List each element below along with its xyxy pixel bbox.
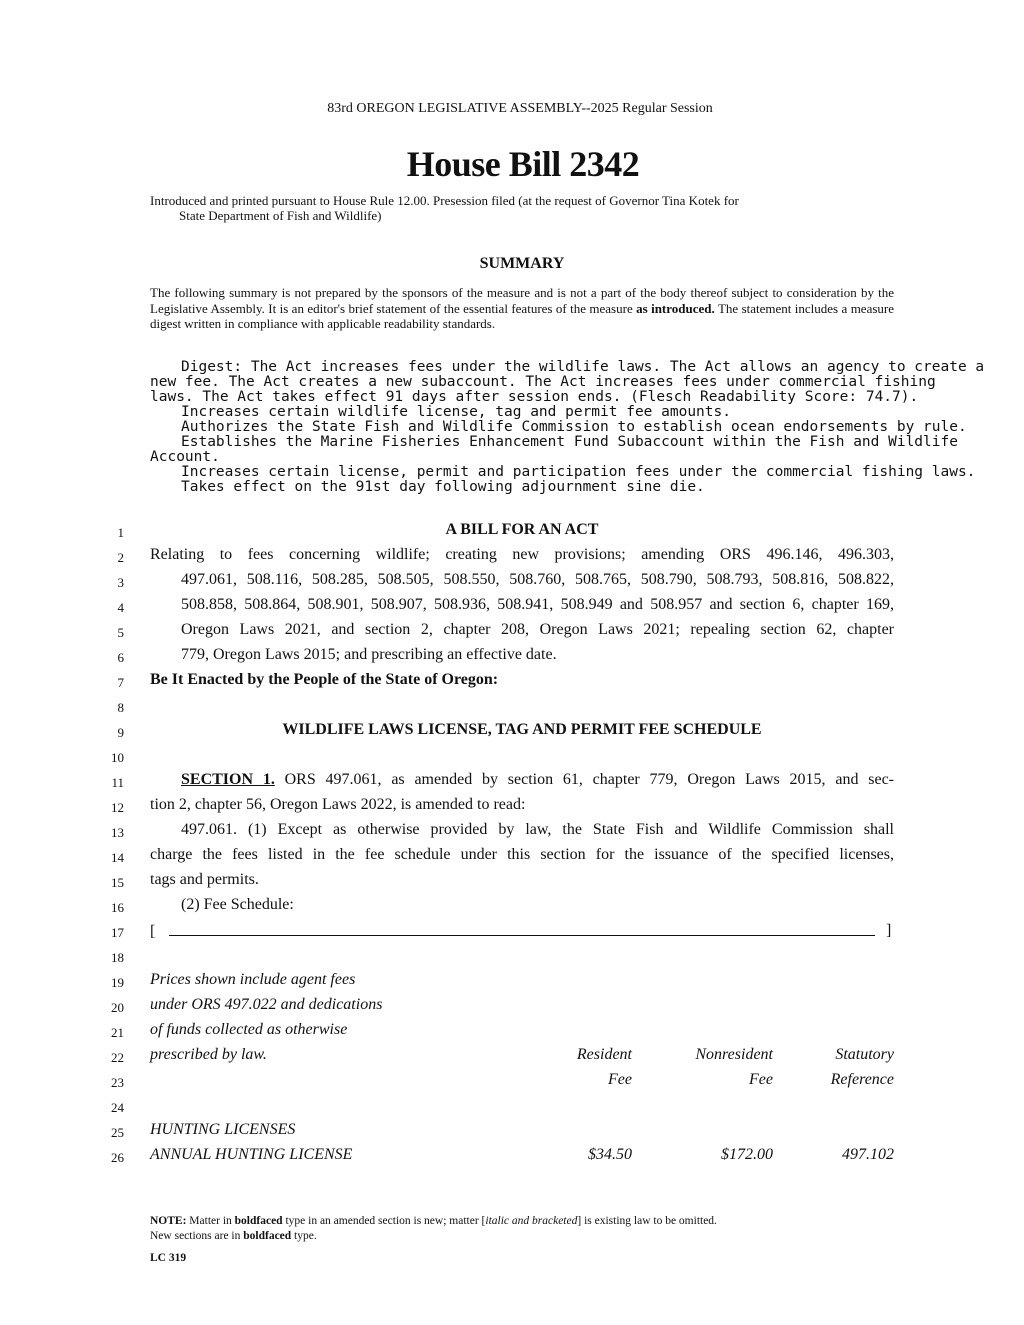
section-1-line-2: tion 2, chapter 56, Oregon Laws 2022, is amended to read: bbox=[150, 796, 526, 813]
table-note-line-3: of funds collected as otherwise bbox=[150, 1021, 348, 1038]
table-row-name: ANNUAL HUNTING LICENSE bbox=[150, 1146, 353, 1163]
line-number: 15 bbox=[111, 875, 124, 890]
line-number: 5 bbox=[117, 625, 124, 640]
line-number: 21 bbox=[111, 1025, 124, 1040]
line-number: 2 bbox=[117, 550, 124, 565]
digest-line: Authorizes the State Fish and Wildlife Commission to establish ocean endorsements by rule. bbox=[181, 419, 967, 435]
column-header-resident-fee: Fee bbox=[608, 1071, 632, 1088]
digest-line: Increases certain license, permit and participation fees under the commercial fishing laws. bbox=[181, 464, 976, 480]
measure-digest bbox=[150, 359, 985, 495]
intro-line-2: State Department of Fish and Wildlife) bbox=[179, 208, 382, 223]
column-header-nonresident: Nonresident bbox=[695, 1046, 773, 1063]
section-1-label: SECTION 1. bbox=[181, 771, 275, 788]
note-bold-1: boldfaced bbox=[234, 1215, 283, 1227]
digest-line: laws. The Act takes effect 91 days after session ends. (Flesch Readability Score: 74.7). bbox=[150, 389, 919, 405]
lc-number: LC 319 bbox=[150, 1252, 187, 1264]
bracket-open: [ bbox=[150, 923, 156, 940]
footer-note bbox=[150, 1214, 894, 1243]
line-number: 17 bbox=[111, 925, 124, 940]
ors-497-061-line-3: tags and permits. bbox=[150, 871, 259, 888]
line-number: 3 bbox=[117, 575, 124, 590]
note-label: NOTE: bbox=[150, 1215, 187, 1227]
intro-line-1: Introduced and printed pursuant to House Rule 12.00. Presession filed (at the request of Governor Tina Kotek for bbox=[150, 193, 739, 208]
digest-line: Takes effect on the 91st day following adjournment sine die. bbox=[181, 479, 705, 495]
column-header-reference: Reference bbox=[830, 1071, 894, 1088]
omitted-text-rule bbox=[169, 922, 875, 936]
line-number: 20 bbox=[111, 1000, 124, 1015]
column-header-resident: Resident bbox=[576, 1046, 632, 1063]
hunting-licenses-heading: HUNTING LICENSES bbox=[150, 1121, 296, 1138]
line-number: 7 bbox=[117, 675, 124, 690]
relating-clause-line-4: Oregon Laws 2021, and section 2, chapter 208, Oregon Laws 2021; repealing section 62, chapter bbox=[181, 621, 894, 638]
table-row-resident-fee: $34.50 bbox=[588, 1146, 632, 1163]
summary-text-part-2: The statement includes a measure digest written in compliance with applicable readability standards. bbox=[150, 300, 895, 331]
relating-clause-line-2: 497.061, 508.116, 508.285, 508.505, 508.550, 508.760, 508.765, 508.790, 508.793, 508.816, 508.822, bbox=[181, 571, 894, 588]
column-header-statutory: Statutory bbox=[835, 1046, 894, 1063]
section-1-text: ORS 497.061, as amended by section 61, chapter 779, Oregon Laws 2015, and sec- bbox=[274, 771, 894, 788]
line-number: 11 bbox=[111, 775, 124, 790]
line-number: 19 bbox=[111, 975, 124, 990]
summary-heading: SUMMARY bbox=[479, 255, 565, 272]
line-number: 1 bbox=[117, 525, 124, 540]
intro-statement bbox=[150, 193, 894, 223]
relating-clause-line-5: 779, Oregon Laws 2015; and prescribing an effective date. bbox=[181, 646, 557, 663]
line-number: 22 bbox=[111, 1050, 124, 1065]
line-number: 24 bbox=[111, 1100, 124, 1115]
line-number: 12 bbox=[111, 800, 124, 815]
act-heading: A BILL FOR AN ACT bbox=[445, 521, 599, 538]
digest-line: new fee. The Act creates a new subaccount. The Act increases fees under commercial fishing bbox=[150, 374, 936, 390]
line-number: 26 bbox=[111, 1150, 124, 1165]
table-row-nonresident-fee: $172.00 bbox=[721, 1146, 773, 1163]
digest-line: Establishes the Marine Fisheries Enhancement Fund Subaccount within the Fish and Wildlife bbox=[181, 434, 958, 450]
line-number: 25 bbox=[111, 1125, 124, 1140]
line-number: 10 bbox=[111, 750, 124, 765]
bill-title: House Bill 2342 bbox=[406, 144, 640, 184]
summary-text bbox=[150, 285, 894, 332]
summary-text-part-1: The following summary is not prepared by the sponsors of the measure and is not a part of the body thereof subject to consideration by the Legislative Assembly. It is an editor's brief statement of the essential features of the measure bbox=[150, 285, 894, 316]
ors-497-061-line-2: charge the fees listed in the fee schedule under this section for the issuance of the specified licenses, bbox=[150, 846, 894, 863]
line-number: 16 bbox=[111, 900, 124, 915]
line-number: 14 bbox=[111, 850, 124, 865]
note-text-1: Matter in bbox=[186, 1215, 235, 1227]
line-number: 4 bbox=[117, 600, 124, 615]
note-italic: italic and bracketed bbox=[485, 1215, 578, 1227]
digest-line: Increases certain wildlife license, tag and permit fee amounts. bbox=[181, 404, 731, 420]
digest-line: Account. bbox=[150, 449, 220, 465]
line-number: 13 bbox=[111, 825, 124, 840]
note-text-2: type in an amended section is new; matter [ bbox=[282, 1215, 486, 1227]
note-text-3: ] is existing law to be omitted. bbox=[577, 1215, 717, 1227]
note-text-4: New sections are in bbox=[150, 1229, 244, 1242]
fee-schedule-label: (2) Fee Schedule: bbox=[181, 896, 294, 913]
note-bold-2: boldfaced bbox=[243, 1229, 292, 1242]
digest-line: Digest: The Act increases fees under the wildlife laws. The Act allows an agency to create a bbox=[181, 359, 985, 375]
enacting-clause: Be It Enacted by the People of the State of Oregon: bbox=[150, 671, 499, 688]
column-header-nonresident-fee: Fee bbox=[749, 1071, 773, 1088]
relating-clause-line-3: 508.858, 508.864, 508.901, 508.907, 508.936, 508.941, 508.949 and 508.957 and section 6, chapter 169, bbox=[181, 596, 894, 613]
session-header: 83rd OREGON LEGISLATIVE ASSEMBLY--2025 Regular Session bbox=[327, 101, 713, 116]
table-note-line-4: prescribed by law. bbox=[150, 1046, 267, 1063]
fee-schedule-heading: WILDLIFE LAWS LICENSE, TAG AND PERMIT FEE SCHEDULE bbox=[282, 721, 762, 738]
line-number: 18 bbox=[111, 950, 124, 965]
table-row-statutory-reference: 497.102 bbox=[842, 1146, 894, 1163]
table-note-line-2: under ORS 497.022 and dedications bbox=[150, 996, 383, 1013]
summary-as-introduced: as introduced. bbox=[636, 300, 715, 316]
deleted-text-bracket bbox=[150, 922, 894, 941]
line-number: 8 bbox=[117, 700, 124, 715]
note-text-5: type. bbox=[291, 1229, 317, 1242]
line-number: 6 bbox=[117, 650, 124, 665]
table-note-line-1: Prices shown include agent fees bbox=[150, 971, 356, 988]
bracket-close: ] bbox=[886, 922, 892, 939]
line-number: 23 bbox=[111, 1075, 124, 1090]
line-number: 9 bbox=[117, 725, 124, 740]
ors-497-061-line-1: 497.061. (1) Except as otherwise provided by law, the State Fish and Wildlife Commission shall bbox=[181, 821, 894, 838]
relating-clause-line-1: Relating to fees concerning wildlife; creating new provisions; amending ORS 496.146, 496.303, bbox=[150, 546, 894, 563]
section-1-line-1 bbox=[181, 771, 894, 789]
